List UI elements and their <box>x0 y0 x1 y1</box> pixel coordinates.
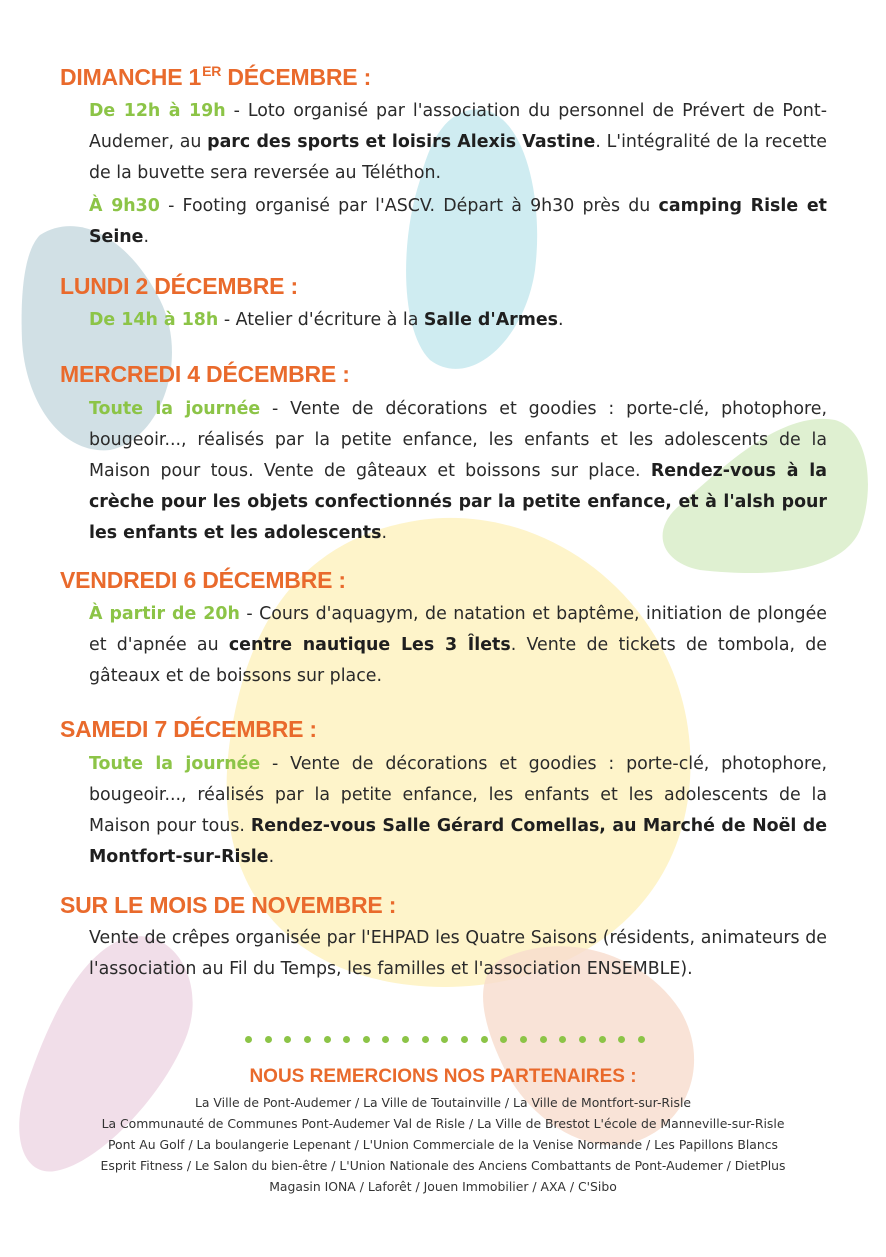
entry-aquagym: À partir de 20h - Cours d'aquagym, de natation et baptême, initiation de plongée et d'apnée au centre nautique Les 3 Îlets. Vente de tickets de tombola, de gâteaux et de boissons sur place. <box>89 604 827 686</box>
heading-novembre: SUR LE MOIS DE NOVEMBRE : <box>60 892 397 918</box>
divider-dot <box>324 1036 331 1043</box>
entry-time: À partir de 20h <box>89 604 240 624</box>
entry-vente-samedi: Toute la journée - Vente de décorations et goodies : porte-clé, photophore, bougeoir..., réalisés par la petite enfance, les enfants et les adolescents de la Maison pour tous. Rendez-vous Salle Gérard Comellas, au Marché de Noël de Montfort-sur-Risle. <box>89 754 827 867</box>
divider-dot <box>441 1036 448 1043</box>
partners-line: La Ville de Pont-Audemer / La Ville de Toutainville / La Ville de Montfort-sur-Risle <box>194 1095 692 1110</box>
partners-line: La Communauté de Communes Pont-Audemer Val de Risle / La Ville de Brestot L'école de Manneville-sur-Risle <box>101 1116 785 1131</box>
divider-dot <box>402 1036 409 1043</box>
partners-line: Magasin IONA / Laforêt / Jouen Immobilier / AXA / C'Sibo <box>269 1179 617 1194</box>
divider-dot <box>481 1036 488 1043</box>
partners-line: Pont Au Golf / La boulangerie Lepenant / L'Union Commerciale de la Venise Normande / Les Papillons Blancs <box>107 1137 779 1152</box>
divider-dot <box>579 1036 586 1043</box>
heading-dimanche: DIMANCHE 1ER DÉCEMBRE : <box>60 63 372 90</box>
divider-dot <box>559 1036 566 1043</box>
entry-time: De 14h à 18h <box>89 310 219 330</box>
divider-dot <box>245 1036 252 1043</box>
entry-time: Toute la journée <box>89 399 261 419</box>
divider-dot <box>638 1036 645 1043</box>
partners-line: Esprit Fitness / Le Salon du bien-être / L'Union Nationale des Anciens Combattants de Pont-Audemer / DietPlus <box>100 1158 786 1173</box>
divider-dot <box>284 1036 291 1043</box>
entry-time: De 12h à 19h <box>89 101 226 121</box>
heading-lundi: LUNDI 2 DÉCEMBRE : <box>60 273 298 299</box>
divider-dot <box>422 1036 429 1043</box>
divider-dot <box>461 1036 468 1043</box>
entry-time: Toute la journée <box>89 754 261 774</box>
divider-dot <box>540 1036 547 1043</box>
entry-crepes: Vente de crêpes organisée par l'EHPAD les Quatre Saisons (résidents, animateurs de l'association au Fil du Temps, les familles et l'association ENSEMBLE). <box>89 928 827 979</box>
heading-samedi: SAMEDI 7 DÉCEMBRE : <box>60 716 317 742</box>
divider-dot <box>618 1036 625 1043</box>
dotted-divider <box>245 1032 645 1046</box>
entry-time: À 9h30 <box>89 196 160 216</box>
entry-footing: À 9h30 - Footing organisé par l'ASCV. Départ à 9h30 près du camping Risle et Seine. <box>89 196 827 247</box>
entry-loto: De 12h à 19h - Loto organisé par l'association du personnel de Prévert de Pont-Audemer, au parc des sports et loisirs Alexis Vastine. L'intégralité de la recette de la buvette sera reversée au Téléthon. <box>89 101 828 183</box>
divider-dot <box>265 1036 272 1043</box>
divider-dot <box>520 1036 527 1043</box>
divider-dot <box>500 1036 507 1043</box>
divider-dot <box>343 1036 350 1043</box>
divider-dot <box>382 1036 389 1043</box>
divider-dot <box>363 1036 370 1043</box>
divider-dot <box>304 1036 311 1043</box>
divider-dot <box>599 1036 606 1043</box>
heading-mercredi: MERCREDI 4 DÉCEMBRE : <box>60 361 350 387</box>
entry-vente-mercredi: Toute la journée - Vente de décorations et goodies : porte-clé, photophore, bougeoir..., réalisés par la petite enfance, les enfants et les adolescents de la Maison pour tous. Vente de gâteaux et boissons sur place. Rendez-vous à la crèche pour les objets confectionnés par la petite enfance, et à l'alsh pour les enfants et les adolescents. <box>89 399 827 543</box>
heading-vendredi: VENDREDI 6 DÉCEMBRE : <box>60 567 346 593</box>
partners-title: NOUS REMERCIONS NOS PARTENAIRES : <box>249 1066 637 1087</box>
entry-atelier: De 14h à 18h - Atelier d'écriture à la Salle d'Armes. <box>89 310 564 330</box>
